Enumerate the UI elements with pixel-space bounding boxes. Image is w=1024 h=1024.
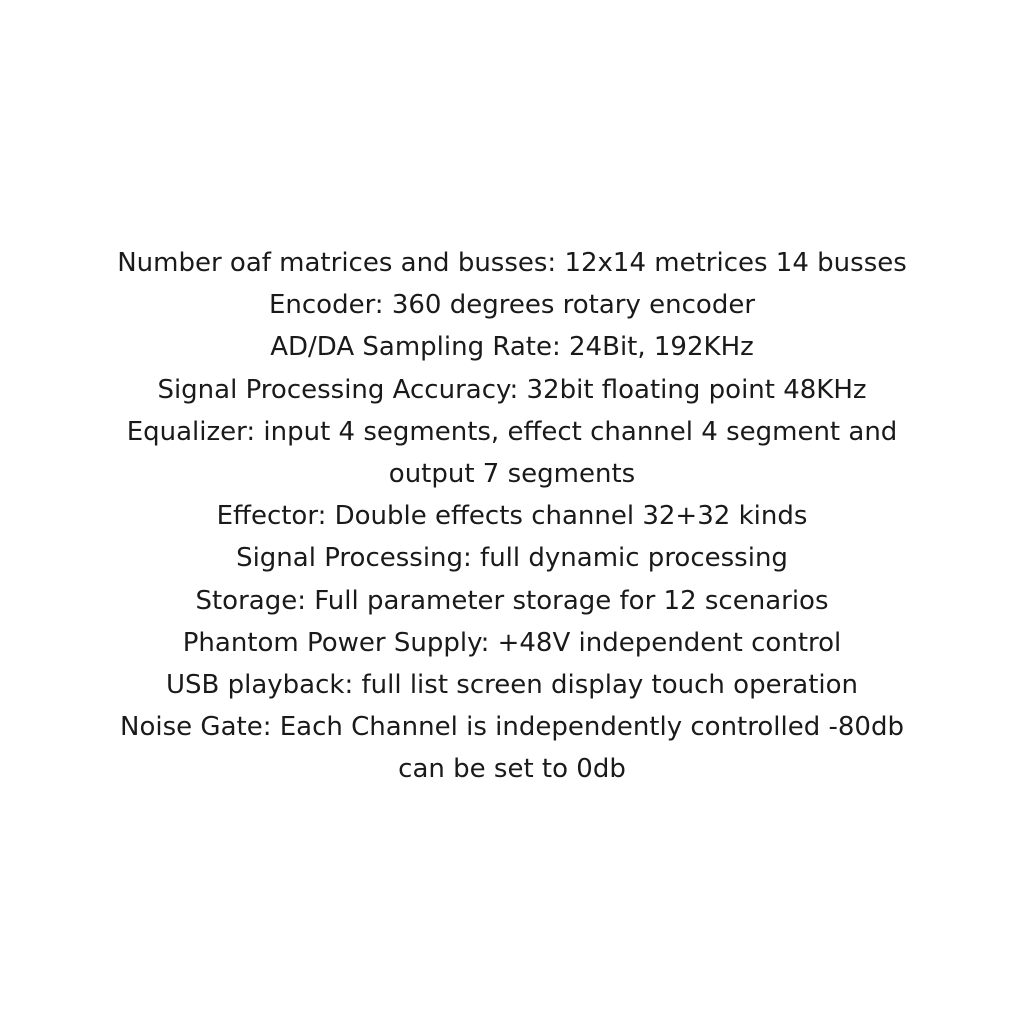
spec-line-phantom-power: Phantom Power Supply: +48V independent control xyxy=(182,627,842,658)
spec-line-sampling-rate: AD/DA Sampling Rate: 24Bit, 192KHz xyxy=(270,332,754,363)
spec-line-encoder: Encoder: 360 degrees rotary encoder xyxy=(268,290,756,321)
spec-line-usb-playback: USB playback: full list screen display touch operation xyxy=(165,670,859,701)
spec-line-effector: Effector: Double effects channel 32+32 kinds xyxy=(216,501,808,532)
spec-line-noise-gate-continued: can be set to 0db xyxy=(398,754,626,785)
spec-line-noise-gate: Noise Gate: Each Channel is independently controlled -80db xyxy=(120,712,904,743)
spec-line-processing-accuracy: Signal Processing Accuracy: 32bit floating point 48KHz xyxy=(157,374,867,405)
spec-line-equalizer-continued: output 7 segments xyxy=(388,459,636,490)
spec-line-signal-processing: Signal Processing: full dynamic processing xyxy=(236,543,788,574)
spec-line-equalizer: Equalizer: input 4 segments, effect channel 4 segment and xyxy=(126,416,898,447)
spec-list xyxy=(40,242,984,791)
spec-line-storage: Storage: Full parameter storage for 12 scenarios xyxy=(195,585,829,616)
spec-line-matrices-busses: Number oaf matrices and busses: 12x14 metrices 14 busses xyxy=(117,248,907,278)
